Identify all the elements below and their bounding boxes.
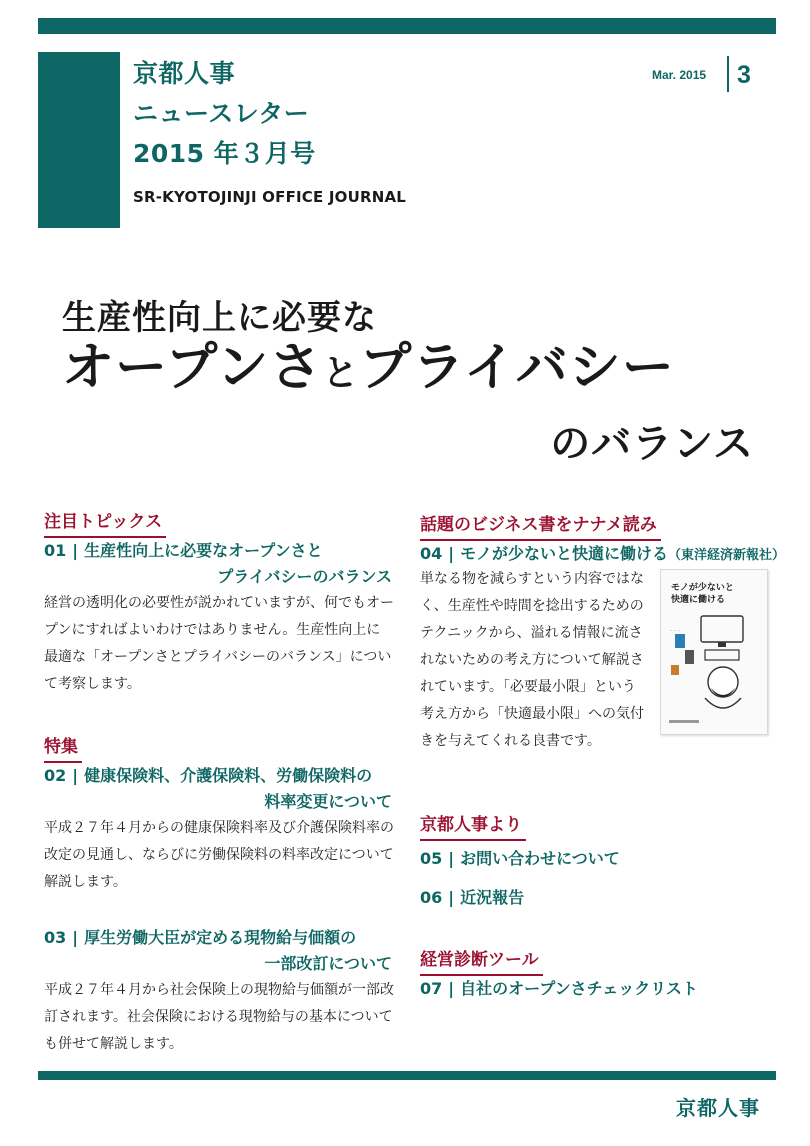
headline-privacy: プライバシー (359, 338, 675, 398)
article-07-number: 07 (420, 979, 443, 998)
article-03-summary: 平成２７年４月から社会保険上の現物給与価額が一部改訂されます。社会保険における現物給与の基本についても併せて解説します。 (44, 982, 394, 1052)
headline-line3: のバランス (550, 421, 754, 467)
person-shoulders-icon (705, 698, 741, 708)
mug-icon (671, 665, 679, 675)
journal-name: SR-KYOTOJINJI OFFICE JOURNAL (133, 188, 407, 206)
header-color-block (38, 52, 120, 228)
newsletter-title-line3: 2015 年３月号 (133, 139, 316, 168)
article-02-summary: 平成２７年４月からの健康保険料率及び介護保険料率の改定の見通し、ならびに労働保険料の料率改定について解説します。 (44, 820, 394, 890)
article-01-title-a: 生産性向上に必要なオープンさと (84, 541, 323, 560)
article-07-title[interactable]: 07 | 自社のオープンさチェックリスト (420, 979, 698, 998)
newsletter-title-line1: 京都人事 (133, 59, 236, 88)
book-cover-title-1: モノが少ないと (671, 583, 734, 593)
article-04-title-text: モノが少ないと快適に働ける (460, 544, 668, 563)
article-02-title[interactable]: 02 | 健康保険料、介護保険料、労働保険料の (44, 766, 373, 785)
newsletter-title-line2: ニュースレター (133, 99, 310, 128)
headline-line1: 生産性向上に必要な (62, 298, 377, 338)
monitor-icon (701, 616, 743, 642)
headline-and: と (322, 353, 360, 394)
article-02-title-a: 健康保険料、介護保険料、労働保険料の (84, 766, 373, 785)
headline-line2 (62, 338, 675, 398)
section-heading-special: 特集 (44, 732, 78, 760)
section-heading-topics: 注目トピックス (44, 507, 162, 535)
article-03-title[interactable]: 03 | 厚生労働大臣が定める現物給与価額の (44, 928, 357, 947)
bottom-bar (38, 1071, 776, 1080)
issue-date: Mar. 2015 (652, 68, 707, 82)
article-03-number: 03 (44, 928, 67, 947)
phone-icon (685, 650, 694, 664)
cup-icon (675, 634, 685, 648)
section-heading-tool: 経営診断ツール (420, 945, 539, 973)
top-bar (38, 18, 776, 34)
article-05-title[interactable]: 05 | お問い合わせについて (420, 849, 620, 868)
book-cover-image (660, 569, 768, 735)
article-01-title[interactable]: 01 | 生産性向上に必要なオープンさと (44, 541, 323, 560)
article-05-number: 05 (420, 849, 443, 868)
book-cover-illustration (661, 570, 768, 735)
article-04-number: 04 (420, 544, 443, 563)
article-01-title-cont[interactable]: プライバシーのバランス (217, 567, 392, 586)
section-heading-office: 京都人事より (420, 810, 522, 838)
keyboard-icon (705, 650, 739, 660)
article-06-title-text: 近況報告 (460, 888, 525, 907)
article-03-title-a: 厚生労働大臣が定める現物給与価額の (84, 928, 357, 947)
article-02-number: 02 (44, 766, 67, 785)
footer-brand: 京都人事 (676, 1096, 760, 1120)
article-02-title-cont[interactable]: 料率変更について (264, 792, 392, 811)
article-05-title-text: お問い合わせについて (460, 849, 620, 868)
issue-number: 3 (737, 61, 751, 89)
issue-divider (727, 56, 729, 92)
headline-openness: オープンさ (62, 338, 323, 398)
article-06-number: 06 (420, 888, 443, 907)
section-heading-books: 話題のビジネス書をナナメ読み (420, 510, 657, 538)
article-01-summary: 経営の透明化の必要性が説かれていますが、何でもオープンにすればよいわけではありません。生産性向上に最適な「オープンさとプライバシーのバランス」について考察します。 (44, 595, 394, 692)
article-06-title[interactable]: 06 | 近況報告 (420, 888, 525, 907)
article-04-publisher: （東洋経済新報社） (667, 548, 785, 563)
article-03-title-cont[interactable]: 一部改訂について (264, 954, 392, 973)
book-cover-title-2: 快適に働ける (671, 595, 726, 605)
person-head-icon (708, 667, 738, 697)
article-01-number: 01 (44, 541, 67, 560)
article-07-title-text: 自社のオープンさチェックリスト (460, 979, 698, 998)
article-04-title[interactable]: 04 | モノが少ないと快適に働ける（東洋経済新報社） (420, 544, 785, 563)
svg-text:・・・: ・・・ (669, 628, 681, 633)
article-04-summary: 単なる物を減らすという内容ではなく、生産性や時間を捻出するためのテクニックから、溢れる情報に流されないための考え方について解説されています。「必要最小限」という考え方から「快適最小限」への気付きを与えてくれる良書です。 (420, 571, 644, 749)
